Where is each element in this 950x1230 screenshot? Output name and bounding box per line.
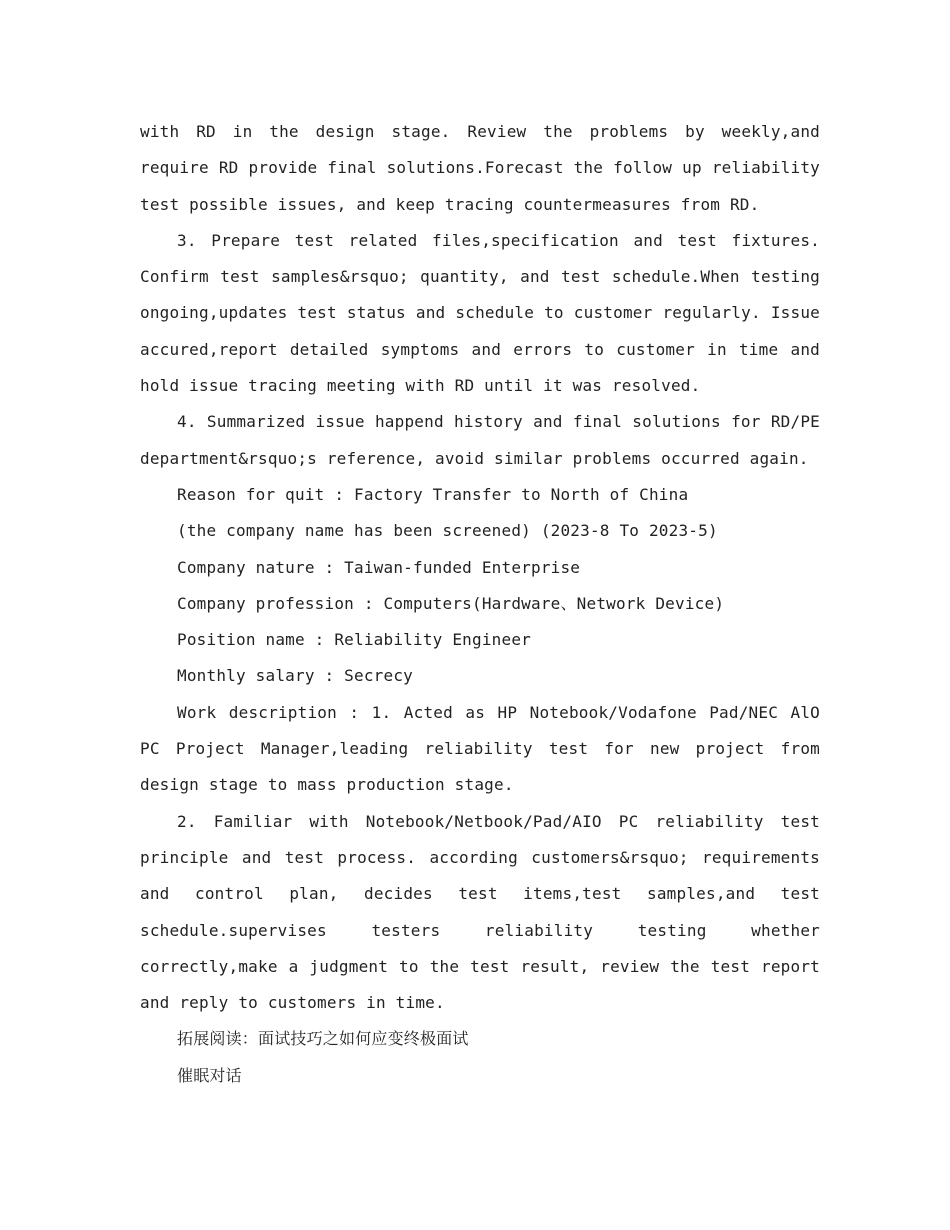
document-body (140, 114, 820, 1094)
company-period: (the company name has been screened) (2023-8 To 2023-5) (177, 521, 718, 541)
company-nature: Company nature : Taiwan-funded Enterprise (177, 557, 581, 577)
position-name: Position name : Reliability Engineer (177, 630, 531, 650)
reason-for-quit: Reason for quit : Factory Transfer to North of China (177, 484, 689, 504)
work-description: Work description : 1. Acted as HP Notebook/Vodafone Pad/NEC AlO PC Project Manager,leading reliability test for new project from design stage to mass production stage. (140, 702, 820, 795)
hypnosis-dialogue-link: 催眠对话 (177, 1065, 242, 1085)
paragraph-design-stage: with RD in the design stage. Review the problems by weekly,and require RD provide final solutions.Forecast the follow up reliability test possible issues, and keep tracing countermeasures from RD. (140, 122, 820, 214)
paragraph-prepare-test: 3. Prepare test related files,specification and test fixtures. Confirm test samples&rsquo; quantity, and test schedule.When testing ongoing,updates test status and schedule to customer regularly. Issue accured,report detailed symptoms and errors to customer in time and hold issue tracing meeting with RD until it was resolved. (140, 230, 820, 396)
company-profession: Company profession : Computers(Hardware、Network Device) (177, 593, 725, 613)
extended-reading-link: 拓展阅读：面试技巧之如何应变终极面试 (177, 1029, 469, 1049)
paragraph-summarized-issue: 4. Summarized issue happend history and final solutions for RD/PE department&rsquo;s reference, avoid similar problems occurred again. (140, 412, 820, 468)
paragraph-familiar-with: 2. Familiar with Notebook/Netbook/Pad/AIO PC reliability test principle and test process. according customers&rsquo; requirements and control plan, decides test items,test samples,and test schedule.supervises testers reliability testing whether correctly,make a judgment to the test result, review the test report and reply to customers in time. (140, 811, 820, 1013)
monthly-salary: Monthly salary : Secrecy (177, 666, 413, 686)
